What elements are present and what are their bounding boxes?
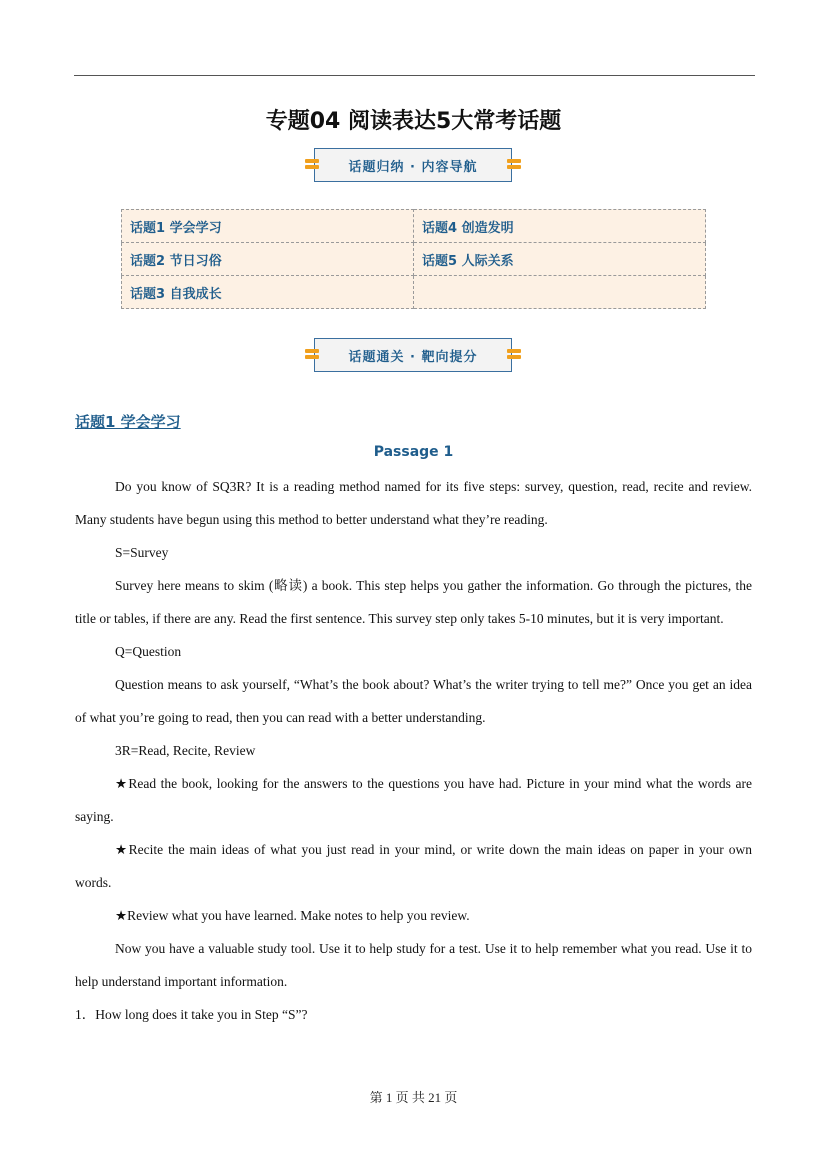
paragraph: Question means to ask yourself, “What’s the book about? What’s the writer trying to tell me?” Once you get an idea of what you’re going to read, then you can read with a better understanding. xyxy=(75,677,752,725)
topic-cell: 话题1 学会学习 xyxy=(122,210,414,243)
passage-title: Passage 1 xyxy=(373,444,454,460)
banner-ornament-icon xyxy=(507,157,521,173)
paragraph: ★Review what you have learned. Make notes to help you review. xyxy=(115,908,470,923)
banner-ornament-icon xyxy=(507,347,521,363)
topic-cell: 话题3 自我成长 xyxy=(122,276,414,309)
paragraph: Survey here means to skim (略读) a book. This step helps you gather the information. Go through the pictures, the title or tables, if there are any. Read the first sentence. This survey step only takes 5-10 minutes, but it is very important. xyxy=(75,578,752,626)
paragraph: Now you have a valuable study tool. Use it to help study for a test. Use it to help remember what you read. Use it to help understand important information. xyxy=(75,941,752,989)
banner-label: 话题归纳 · 内容导航 xyxy=(348,159,478,175)
banner-label: 话题通关 · 靶向提分 xyxy=(348,349,478,365)
page-title: 专题04 阅读表达5大常考话题 xyxy=(265,109,562,134)
table-row xyxy=(122,210,706,243)
topic-cell xyxy=(414,276,706,309)
paragraph: ★Read the book, looking for the answers to the questions you have had. Picture in your mind what the words are saying. xyxy=(75,776,752,824)
section-heading: 话题1 学会学习 xyxy=(75,413,181,431)
topic-cell: 话题4 创造发明 xyxy=(414,210,706,243)
paragraph: Q=Question xyxy=(115,644,182,659)
banner-topic-practice xyxy=(314,338,512,372)
passage-body xyxy=(75,470,752,1031)
paragraph: 3R=Read, Recite, Review xyxy=(115,743,256,758)
table-row xyxy=(122,276,706,309)
banner-ornament-icon xyxy=(305,347,319,363)
paragraph: Do you know of SQ3R? It is a reading method named for its five steps: survey, question, read, recite and review. Many students have begun using this method to better understand what they’re reading. xyxy=(75,479,752,527)
table-row xyxy=(122,243,706,276)
banner-ornament-icon xyxy=(305,157,319,173)
topic-cell: 话题2 节日习俗 xyxy=(122,243,414,276)
paragraph: ★Recite the main ideas of what you just read in your mind, or write down the main ideas on paper in your own words. xyxy=(75,842,752,890)
header-rule xyxy=(74,75,755,76)
paragraph: S=Survey xyxy=(115,545,169,560)
page-footer: 第 1 页 共 21 页 xyxy=(369,1090,458,1105)
banner-topic-navigation xyxy=(314,148,512,182)
question-item: 1．How long does it take you in Step “S”? xyxy=(75,1007,308,1022)
topic-index-table xyxy=(121,209,706,309)
topic-cell: 话题5 人际关系 xyxy=(414,243,706,276)
